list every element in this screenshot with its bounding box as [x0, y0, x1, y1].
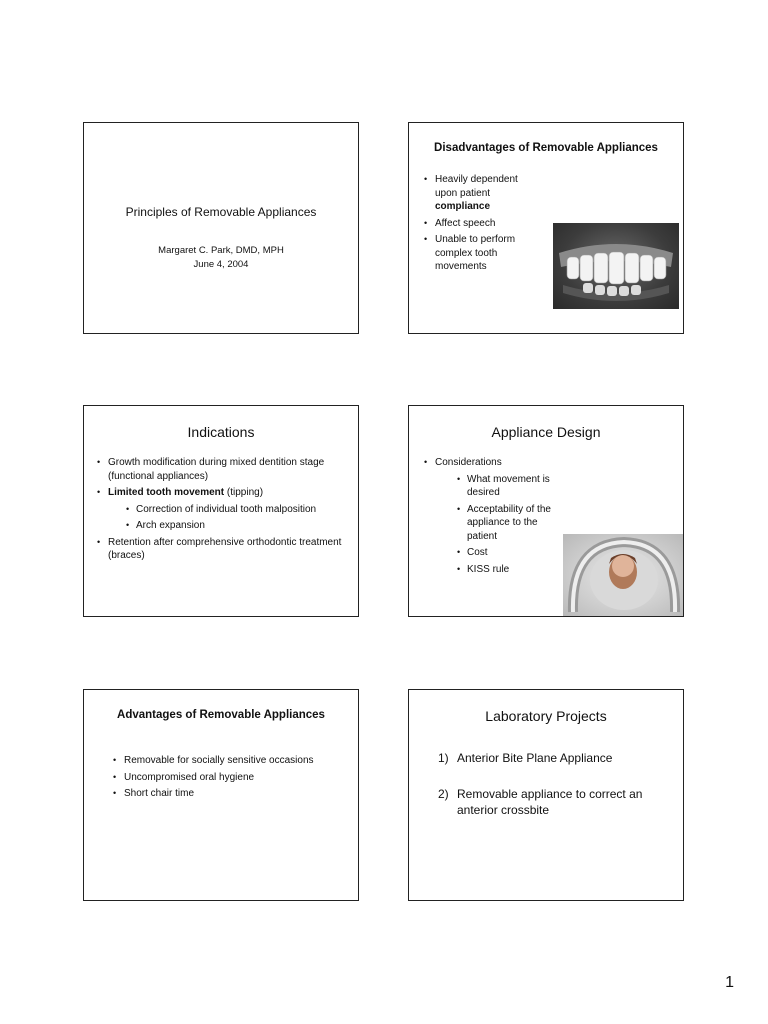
slide-advantages [83, 689, 359, 901]
sub-bullet-list [126, 503, 346, 533]
bullet-item [96, 456, 346, 483]
slide-title-heading: Principles of Removable Appliances [125, 205, 317, 219]
sub-bullet-item [457, 503, 557, 544]
bullet-text: (tipping) [224, 487, 264, 498]
sub-bullet-text: Acceptability of the appliance to the patient [467, 503, 551, 542]
list-item-text: Anterior Bite Plane Appliance [457, 751, 613, 765]
sub-bullet-text: Arch expansion [136, 520, 205, 531]
bullet-text: Retention after comprehensive orthodontic treatment (braces) [108, 536, 342, 561]
slide-heading: Indications [187, 424, 255, 440]
bullet-bold-text: Limited tooth movement [108, 487, 225, 498]
slide-appliance-design [408, 405, 684, 617]
sub-bullet-text: What movement is desired [467, 473, 550, 498]
bullet-text: Considerations [435, 457, 502, 468]
slide-indications [83, 405, 359, 617]
bullet-item [423, 456, 563, 576]
slide-heading: Advantages of Removable Appliances [117, 709, 325, 721]
bullet-item [112, 787, 352, 801]
bullet-bold-text: compliance [435, 201, 491, 212]
slide-heading: Disadvantages of Removable Appliances [434, 142, 658, 154]
sub-bullet-text: KISS rule [467, 563, 510, 575]
sub-bullet-list [457, 473, 557, 577]
slide-date: June 4, 2004 [193, 259, 249, 270]
list-item-number: 2) [438, 787, 449, 801]
sub-bullet-text: Cost [467, 547, 488, 558]
bullet-text: Uncompromised oral hygiene [124, 771, 255, 783]
bullet-text: Unable to perform complex tooth movements [435, 234, 516, 272]
bullet-text: Short chair time [124, 788, 195, 799]
bullet-list [423, 456, 563, 579]
appliance-photo [563, 534, 684, 617]
slide-title [83, 122, 359, 334]
bullet-item [423, 173, 539, 214]
bullet-item [112, 754, 352, 768]
page-number: 1 [725, 974, 734, 991]
sub-bullet-text: Correction of individual tooth malposition [136, 503, 317, 515]
sub-bullet-item [457, 546, 557, 560]
list-item-number: 1) [438, 751, 449, 765]
bullet-text: Growth modification during mixed dentition stage (functional appliances) [108, 457, 325, 482]
list-item [438, 786, 678, 822]
teeth-photo [553, 223, 679, 309]
bullet-item [96, 486, 346, 533]
bullet-item [96, 536, 346, 563]
bullet-item [423, 233, 539, 274]
list-item-text: Removable appliance to correct an anterior crossbite [457, 787, 643, 817]
list-item [438, 750, 678, 770]
bullet-text: Removable for socially sensitive occasions [124, 755, 314, 766]
bullet-list [96, 456, 346, 566]
slide-disadvantages [408, 122, 684, 334]
bullet-item [423, 217, 539, 231]
slide-author: Margaret C. Park, DMD, MPH [158, 245, 284, 256]
slide-heading: Laboratory Projects [485, 708, 607, 724]
bullet-item [112, 771, 352, 785]
slide-laboratory-projects [408, 689, 684, 901]
bullet-list [423, 173, 539, 277]
slide-heading: Appliance Design [491, 424, 601, 440]
sub-bullet-item [126, 503, 346, 517]
sub-bullet-item [126, 519, 346, 533]
sub-bullet-item [457, 563, 557, 577]
bullet-list [112, 754, 352, 804]
sub-bullet-item [457, 473, 557, 500]
bullet-text: Affect speech [435, 217, 496, 229]
bullet-text: Heavily dependent upon patient [435, 174, 518, 199]
